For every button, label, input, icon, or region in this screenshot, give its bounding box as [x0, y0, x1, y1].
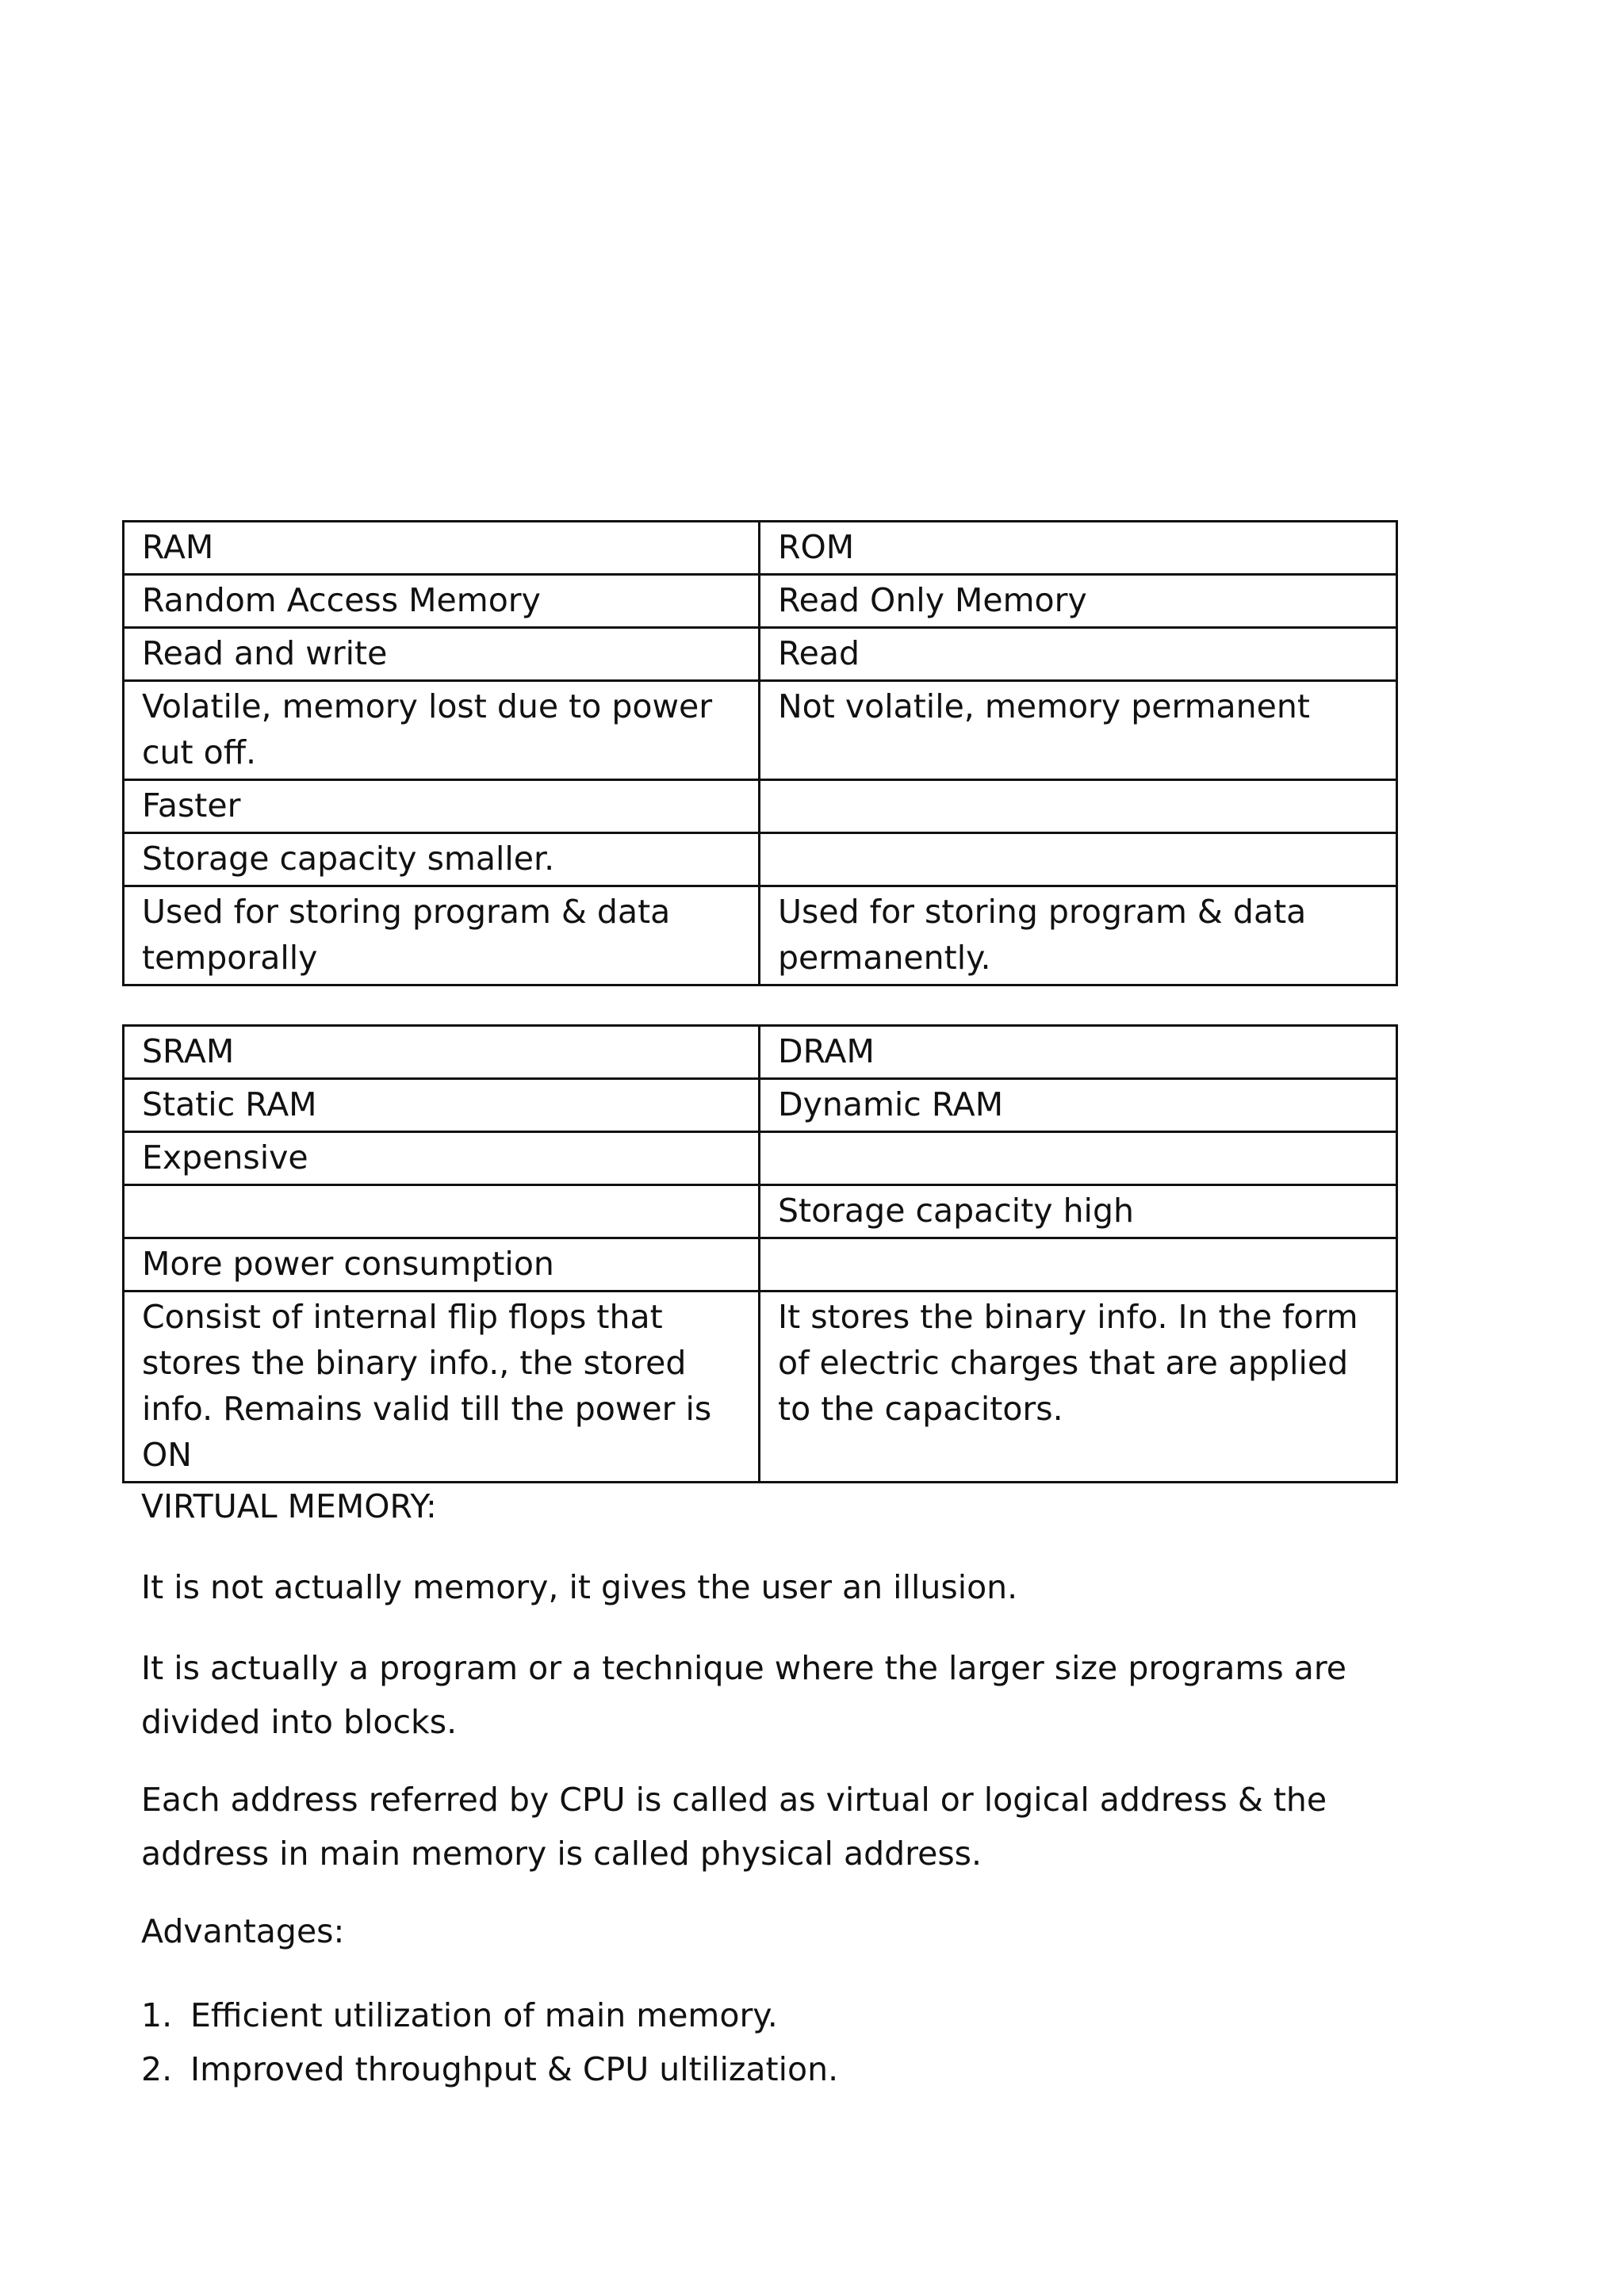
- table-cell: ROM: [760, 522, 1397, 575]
- table-cell: Storage capacity smaller.: [124, 833, 760, 886]
- table-cell: Used for storing program & data temporally: [124, 886, 760, 985]
- virtual-memory-heading: VIRTUAL MEMORY:: [141, 1487, 437, 1525]
- table-row: [124, 522, 1397, 575]
- list-item-text: Improved throughput & CPU ultilization.: [190, 2050, 839, 2088]
- table-row: [124, 1079, 1397, 1132]
- table-row: [124, 1292, 1397, 1483]
- table-row: [124, 628, 1397, 681]
- table-row: [124, 833, 1397, 886]
- table-row: [124, 1132, 1397, 1185]
- table-row: [124, 1185, 1397, 1238]
- table-cell: Expensive: [124, 1132, 760, 1185]
- list-number: 1.: [141, 1996, 173, 2034]
- table-cell: Used for storing program & data permanently.: [760, 886, 1397, 985]
- table-row: [124, 886, 1397, 985]
- table-cell: [760, 1238, 1397, 1292]
- table-cell: Dynamic RAM: [760, 1079, 1397, 1132]
- table-cell: It stores the binary info. In the form of electric charges that are applied to the capacitors.: [760, 1292, 1397, 1483]
- table-cell: Read and write: [124, 628, 760, 681]
- list-item-text: Efficient utilization of main memory.: [190, 1996, 778, 2034]
- table-cell: SRAM: [124, 1026, 760, 1079]
- table-row: [124, 780, 1397, 833]
- table-cell: [760, 833, 1397, 886]
- table-cell: Not volatile, memory permanent: [760, 681, 1397, 780]
- table-cell: [760, 1132, 1397, 1185]
- ram-rom-comparison-table: [122, 520, 1398, 986]
- table-cell: Read: [760, 628, 1397, 681]
- table-cell: [760, 780, 1397, 833]
- table-cell: Read Only Memory: [760, 575, 1397, 628]
- paragraph: It is actually a program or a technique where the larger size programs are divided into blocks.: [141, 1649, 1347, 1741]
- table-cell: RAM: [124, 522, 760, 575]
- list-number: 2.: [141, 2050, 173, 2088]
- table-cell: More power consumption: [124, 1238, 760, 1292]
- list-item: [141, 1988, 838, 2042]
- table-cell: Volatile, memory lost due to power cut off.: [124, 681, 760, 780]
- table-cell: [124, 1185, 760, 1238]
- paragraph: Each address referred by CPU is called as virtual or logical address & the address in main memory is called physical address.: [141, 1781, 1327, 1873]
- table-row: [124, 1238, 1397, 1292]
- paragraph: It is not actually memory, it gives the user an illusion.: [141, 1568, 1018, 1606]
- advantages-list: [141, 1988, 838, 2096]
- table-cell: Static RAM: [124, 1079, 760, 1132]
- list-item: [141, 2042, 838, 2096]
- advantages-heading: Advantages:: [141, 1912, 345, 1950]
- table-cell: Storage capacity high: [760, 1185, 1397, 1238]
- table-cell: Consist of internal flip flops that stores the binary info., the stored info. Remains valid till the power is ON: [124, 1292, 760, 1483]
- table-row: [124, 1026, 1397, 1079]
- table-cell: Faster: [124, 780, 760, 833]
- table-row: [124, 681, 1397, 780]
- sram-dram-comparison-table: [122, 1024, 1398, 1483]
- table-cell: DRAM: [760, 1026, 1397, 1079]
- table-row: [124, 575, 1397, 628]
- table-cell: Random Access Memory: [124, 575, 760, 628]
